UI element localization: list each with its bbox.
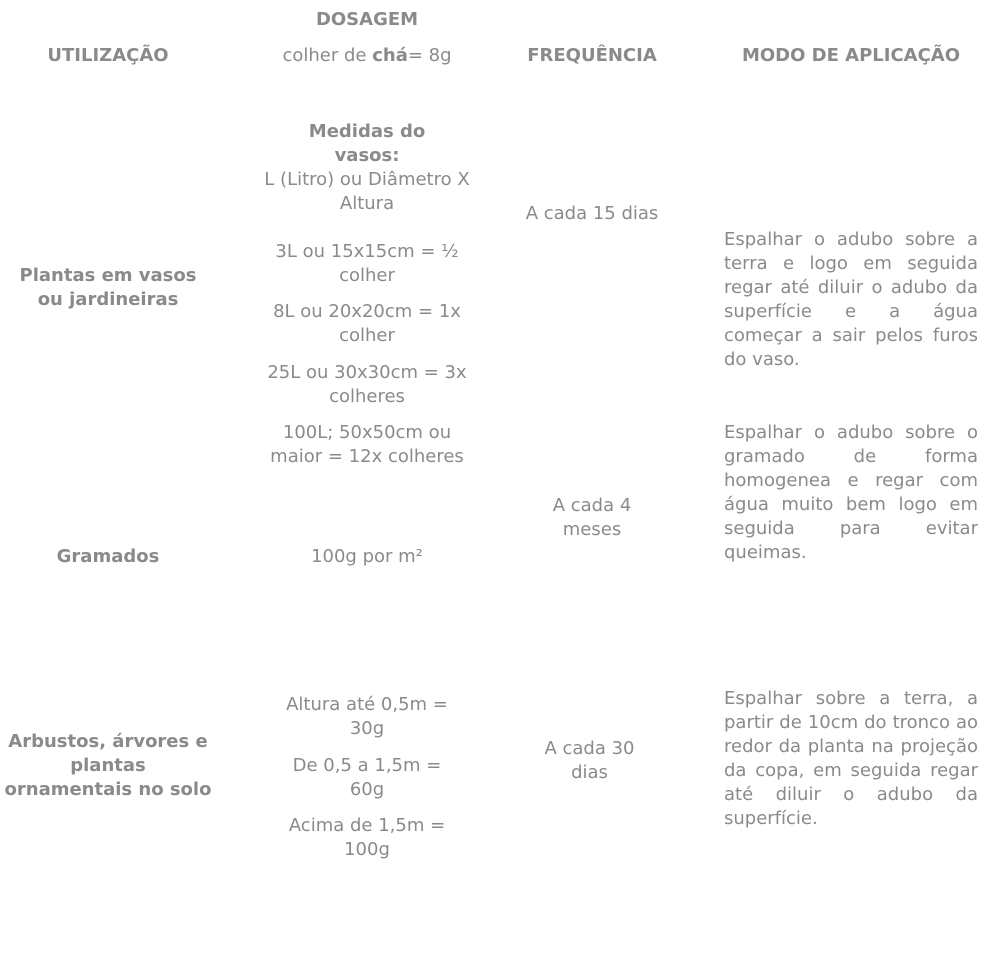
row-arbustos-dose-2: De 0,5 a 1,5m = 60g (292, 755, 442, 800)
header-dosagem: DOSAGEM (315, 9, 419, 30)
row-arbustos-frequencia: A cada 30 dias (544, 738, 635, 783)
header-utilizacao: UTILIZAÇÃO (47, 45, 169, 66)
row-gramados-uso: Gramados (56, 546, 160, 567)
row-vasos-dose-3: 25L ou 30x30cm = 3x colheres (267, 362, 467, 407)
row-vasos-medidas-title: Medidas do vasos: (308, 121, 426, 166)
dosagem-sub-bold: chá (372, 45, 408, 66)
row-vasos-medidas-sub: L (Litro) ou Diâmetro X Altura (264, 169, 470, 214)
row-vasos-uso: Plantas em vasos ou jardineiras (19, 265, 197, 310)
row-gramados-modo: Espalhar o adubo sobre o gramado de forma homogenea e regar com água muito bem logo em seguida para evitar queimas. (724, 422, 978, 563)
header-frequencia: FREQUÊNCIA (527, 45, 657, 66)
row-vasos-dose-2: 8L ou 20x20cm = 1x colher (273, 301, 461, 346)
row-vasos-dose-1: 3L ou 15x15cm = ½ colher (275, 241, 459, 286)
dosagem-sub-suffix: = 8g (407, 45, 452, 66)
header-dosagem-subtitle (252, 44, 482, 68)
header-modo-aplicacao: MODO DE APLICAÇÃO (741, 45, 961, 66)
dosagem-sub-prefix: colher de (282, 45, 373, 66)
row-arbustos-uso: Arbustos, árvores e plantas ornamentais no solo (4, 731, 212, 800)
row-arbustos-dose-1: Altura até 0,5m = 30g (286, 694, 448, 739)
row-vasos-modo: Espalhar o adubo sobre a terra e logo em seguida regar até diluir o adubo da superfície e a água começar a sair pelos furos do vaso. (724, 229, 978, 370)
row-gramados-dose: 100g por m² (311, 546, 423, 567)
row-vasos-frequencia: A cada 15 dias (525, 203, 659, 224)
row-arbustos-dose-3: Acima de 1,5m = 100g (288, 815, 446, 860)
row-vasos-dose-4: 100L; 50x50cm ou maior = 12x colheres (270, 422, 464, 467)
row-gramados-frequencia: A cada 4 meses (552, 495, 632, 540)
row-arbustos-modo: Espalhar sobre a terra, a partir de 10cm do tronco ao redor da planta na projeção da copa, em seguida regar até diluir o adubo da superfície. (724, 688, 978, 829)
